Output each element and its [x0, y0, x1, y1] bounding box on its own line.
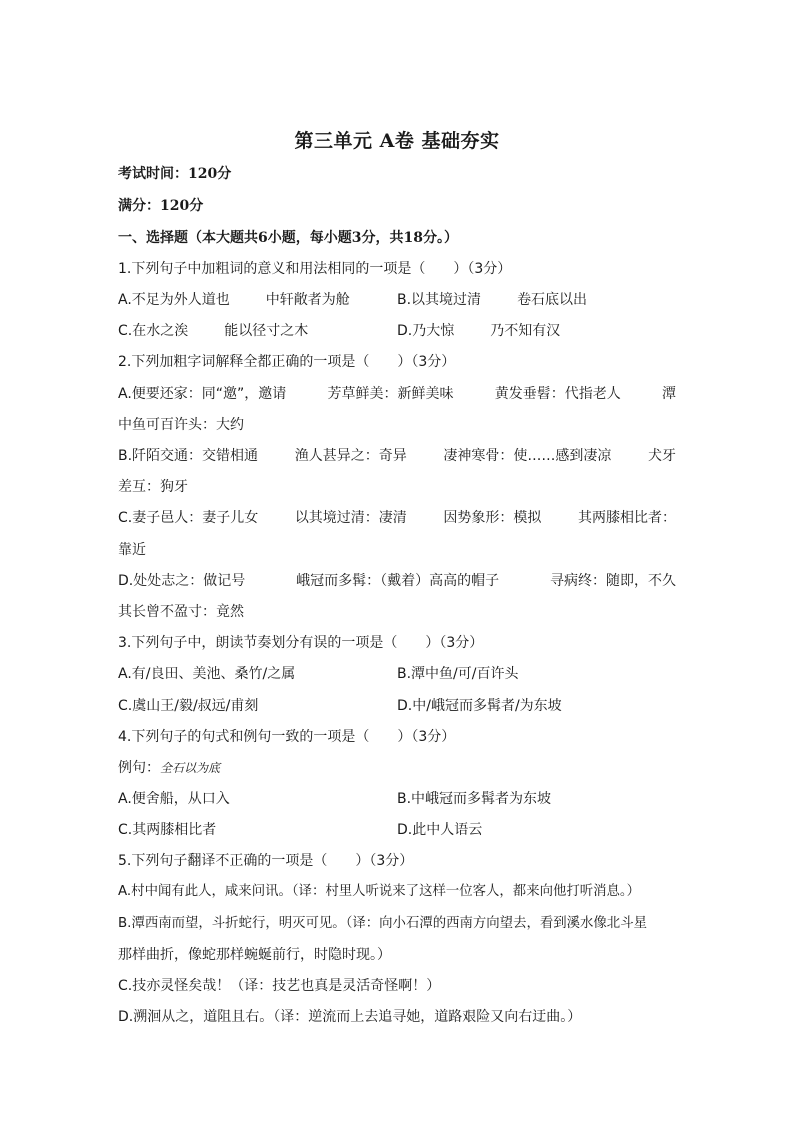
q2-option-c-line2: 靠近 — [118, 542, 146, 558]
q1-b-part2: 卷石底以出 — [517, 292, 588, 308]
q1-option-c — [118, 321, 308, 341]
q1-option-d — [397, 321, 560, 341]
q2-option-c-line1 — [118, 508, 676, 528]
question-4-stem: 4.下列句子的句式和例句一致的一项是（ ）（3分） — [118, 729, 456, 745]
q2-c-item: 因势象形：模拟 — [443, 510, 542, 526]
q5-option-b-line1: B.潭西南而望，斗折蛇行，明灭可见。（译：向小石潭的西南方向望去，看到溪水像北斗星 — [118, 916, 647, 931]
q2-a-item: 黄发垂髫：代指老人 — [494, 386, 621, 402]
q2-d-item: 峨冠而多髯：（戴着）高高的帽子 — [296, 573, 500, 589]
full-score: 满分：120分 — [118, 198, 204, 214]
page-title: 第三单元 A卷 基础夯实 — [294, 130, 500, 152]
q2-c-item: C.妻子邑人：妻子儿女 — [118, 510, 259, 526]
q1-a-part1: A.不足为外人道也 — [118, 292, 230, 308]
q1-d-part2: 乃不知有汉 — [490, 323, 561, 339]
q4-option-c: C.其两膝相比者 — [118, 822, 217, 838]
q4-option-a: A.便舍船，从口入 — [118, 791, 230, 807]
q5-option-b-line2: 那样曲折，像蛇那样蜿蜒前行，时隐时现。） — [118, 947, 391, 963]
q2-b-item: 凄神寒骨：使……感到凄凉 — [443, 448, 612, 464]
q1-option-a — [118, 290, 350, 310]
section-heading: 一、选择题（本大题共6小题，每小题3分，共18分。） — [118, 230, 458, 246]
q5-option-a: A.村中闻有此人，咸来问讯。（译：村里人听说来了这样一位客人，都来向他打听消息。） — [118, 884, 641, 899]
q2-a-item: 芳草鲜美：新鲜美味 — [327, 386, 454, 402]
question-5-stem: 5.下列句子翻译不正确的一项是（ ）（3分） — [118, 853, 414, 869]
q2-option-d-line2: 其长曾不盈寸：竟然 — [118, 604, 244, 620]
q2-option-a-line1 — [118, 384, 676, 404]
q2-c-item: 其两膝相比者： — [577, 510, 676, 526]
q4-option-b: B.中峨冠而多髯者为东坡 — [397, 791, 552, 807]
q2-b-item: B.阡陌交通：交错相通 — [118, 448, 259, 464]
q2-d-item: 寻病终：随即，不久 — [549, 573, 676, 589]
q1-d-part1: D.乃大惊 — [397, 323, 455, 339]
q1-c-part1: C.在水之涘 — [118, 323, 189, 339]
q2-option-b-line2: 差互：狗牙 — [118, 479, 188, 495]
q1-a-part2: 中轩敞者为舱 — [265, 292, 350, 308]
q5-option-d: D.溯洄从之，道阻且右。（译：逆流而上去追寻她，道路艰险又向右迂曲。） — [118, 1009, 582, 1025]
question-1-stem: 1.下列句子中加粗词的意义和用法相同的一项是（ ）（3分） — [118, 261, 512, 277]
q2-a-item: 潭 — [662, 386, 676, 402]
q4-example-label: 例句： — [118, 760, 160, 776]
q2-b-item: 犬牙 — [647, 448, 676, 464]
q1-c-part2: 能以径寸之木 — [224, 323, 309, 339]
q4-example-text: 全石以为底 — [160, 761, 221, 775]
q2-a-item: A.便要还家：同“邀”，邀请 — [118, 386, 287, 402]
q2-option-d-line1 — [118, 571, 676, 591]
question-2-stem: 2.下列加粗字词解释全都正确的一项是（ ）（3分） — [118, 354, 456, 370]
question-3-stem: 3.下列句子中，朗读节奏划分有误的一项是（ ）（3分） — [118, 635, 484, 651]
q3-option-b: B.潭中鱼/可/百许头 — [397, 666, 519, 682]
q1-b-part1: B.以其境过清 — [397, 292, 482, 308]
q4-option-d: D.此中人语云 — [397, 822, 483, 838]
q3-option-a: A.有/良田、美池、桑竹/之属 — [118, 666, 296, 682]
exam-time: 考试时间：120分 — [118, 166, 232, 182]
q2-c-item: 以其境过清：凄清 — [294, 510, 407, 526]
q1-option-b — [397, 290, 587, 310]
q4-example — [118, 758, 220, 778]
q2-b-item: 渔人甚异之：奇异 — [294, 448, 407, 464]
q3-option-c: C.虞山王/毅/叔远/甫刻 — [118, 698, 259, 714]
q3-option-d: D.中/峨冠而多髯者/为东坡 — [397, 698, 562, 714]
q5-option-c: C.技亦灵怪矣哉！（译：技艺也真是灵活奇怪啊！） — [118, 978, 441, 994]
q2-d-item: D.处处志之：做记号 — [118, 573, 246, 589]
q2-option-a-line2: 中鱼可百许头：大约 — [118, 417, 244, 433]
q2-option-b-line1 — [118, 446, 676, 466]
